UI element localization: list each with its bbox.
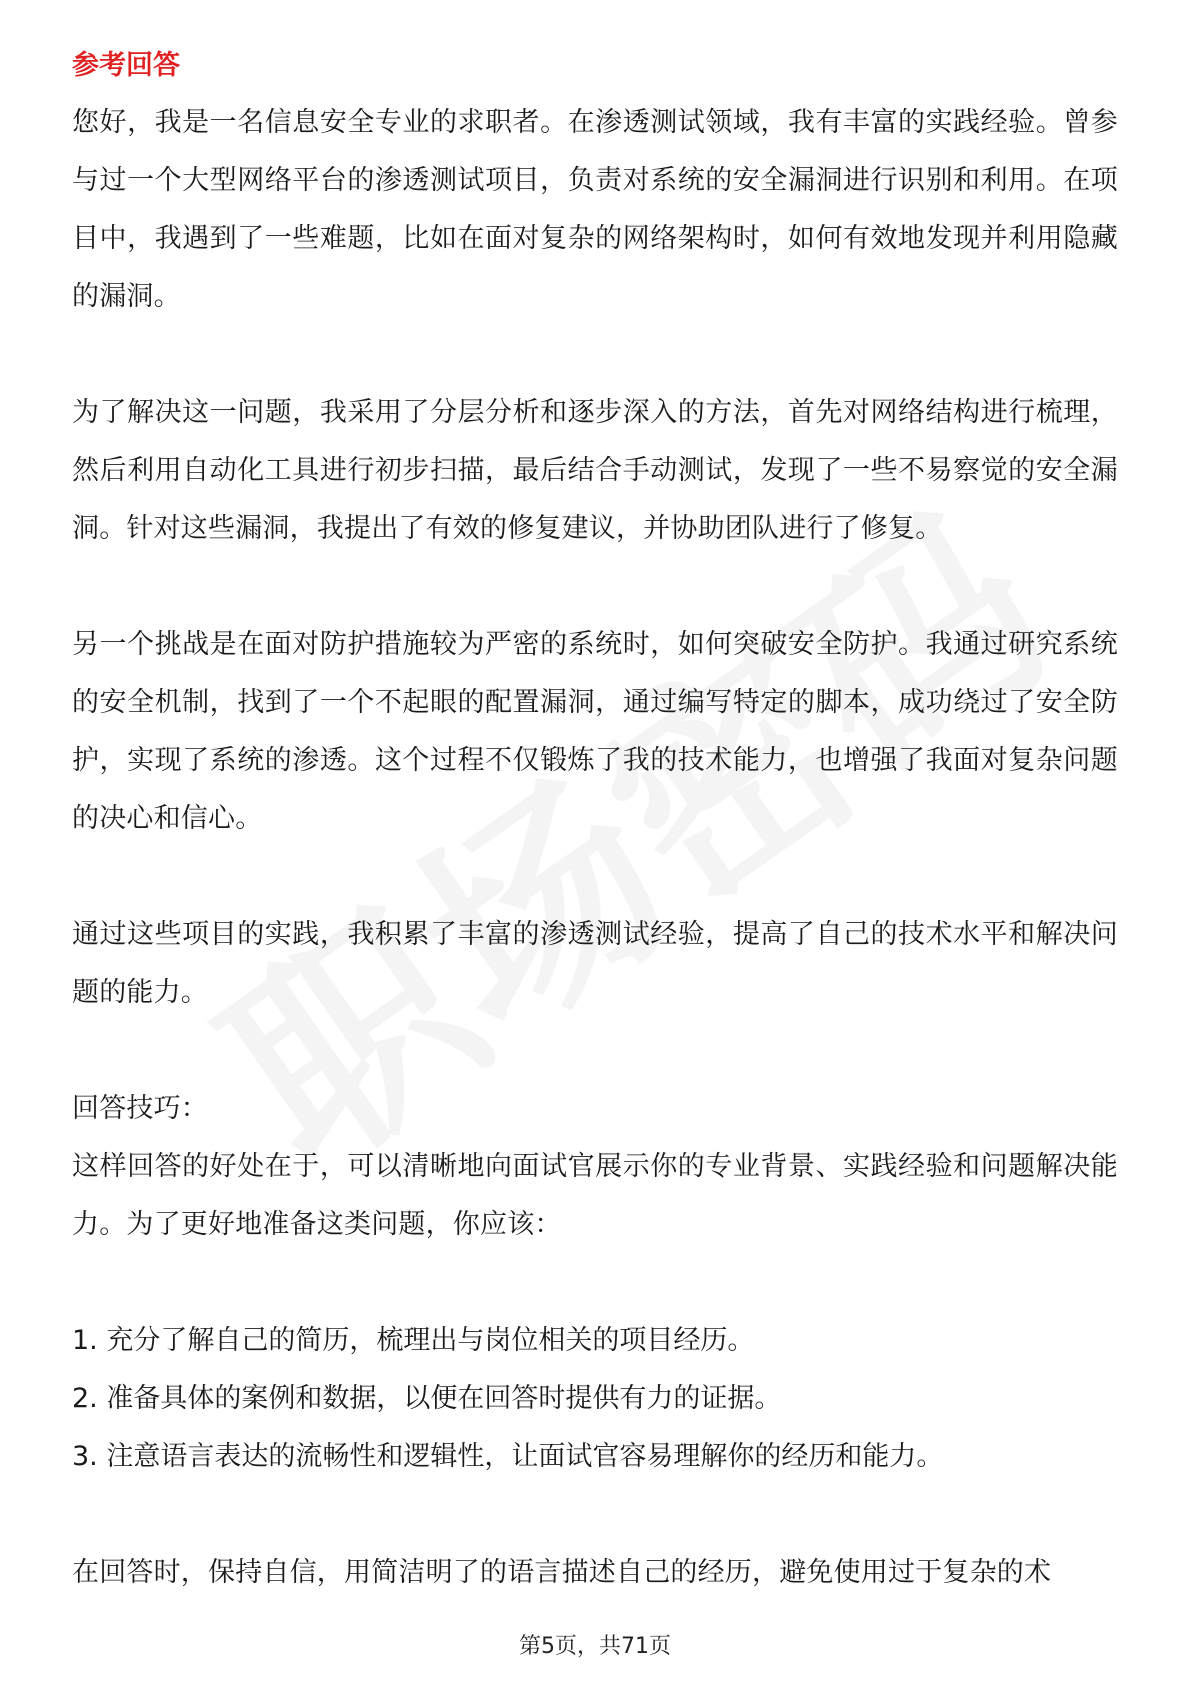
spacer: [72, 558, 1118, 616]
page-number: 第5页，共71页: [519, 1634, 671, 1659]
tips-list-item: 3. 注意语言表达的流畅性和逻辑性，让面试官容易理解你的经历和能力。: [72, 1441, 944, 1472]
spacer: [72, 1022, 1118, 1080]
paragraph-tips-intro: 这样回答的好处在于，可以清晰地向面试官展示你的专业背景、实践经验和问题解决能力。为了更好地准备这类问题，你应该：: [72, 1151, 1118, 1240]
tips-list: [72, 1312, 1118, 1486]
paragraph-solution: 为了解决这一问题，我采用了分层分析和逐步深入的方法，首先对网络结构进行梳理，然后利用自动化工具进行初步扫描，最后结合手动测试，发现了一些不易察觉的安全漏洞。针对这些漏洞，我提出了有效的修复建议，并协助团队进行了修复。: [72, 397, 1118, 544]
spacer: [72, 1254, 1118, 1312]
document-page: [72, 46, 1118, 1602]
paragraph-challenge: 另一个挑战是在面对防护措施较为严密的系统时，如何突破安全防护。我通过研究系统的安全机制，找到了一个不起眼的配置漏洞，通过编写特定的脚本，成功绕过了安全防护，实现了系统的渗透。这个过程不仅锻炼了我的技术能力，也增强了我面对复杂问题的决心和信心。: [72, 629, 1118, 834]
tips-list-item: 2. 准备具体的案例和数据，以便在回答时提供有力的证据。: [72, 1383, 782, 1414]
tips-list-item: 1. 充分了解自己的简历，梳理出与岗位相关的项目经历。: [72, 1325, 755, 1356]
spacer: [72, 1486, 1118, 1544]
spacer: [72, 848, 1118, 906]
section-title: 参考回答: [72, 50, 180, 81]
paragraph-summary: 通过这些项目的实践，我积累了丰富的渗透测试经验，提高了自己的技术水平和解决问题的能力。: [72, 919, 1118, 1008]
paragraph-intro: 您好，我是一名信息安全专业的求职者。在渗透测试领域，我有丰富的实践经验。曾参与过一个大型网络平台的渗透测试项目，负责对系统的安全漏洞进行识别和利用。在项目中，我遇到了一些难题，比如在面对复杂的网络架构时，如何有效地发现并利用隐藏的漏洞。: [72, 107, 1118, 312]
tips-heading: 回答技巧：: [72, 1093, 208, 1124]
paragraph-closing: 在回答时，保持自信，用简洁明了的语言描述自己的经历，避免使用过于复杂的术: [72, 1557, 1052, 1588]
spacer: [72, 326, 1118, 384]
